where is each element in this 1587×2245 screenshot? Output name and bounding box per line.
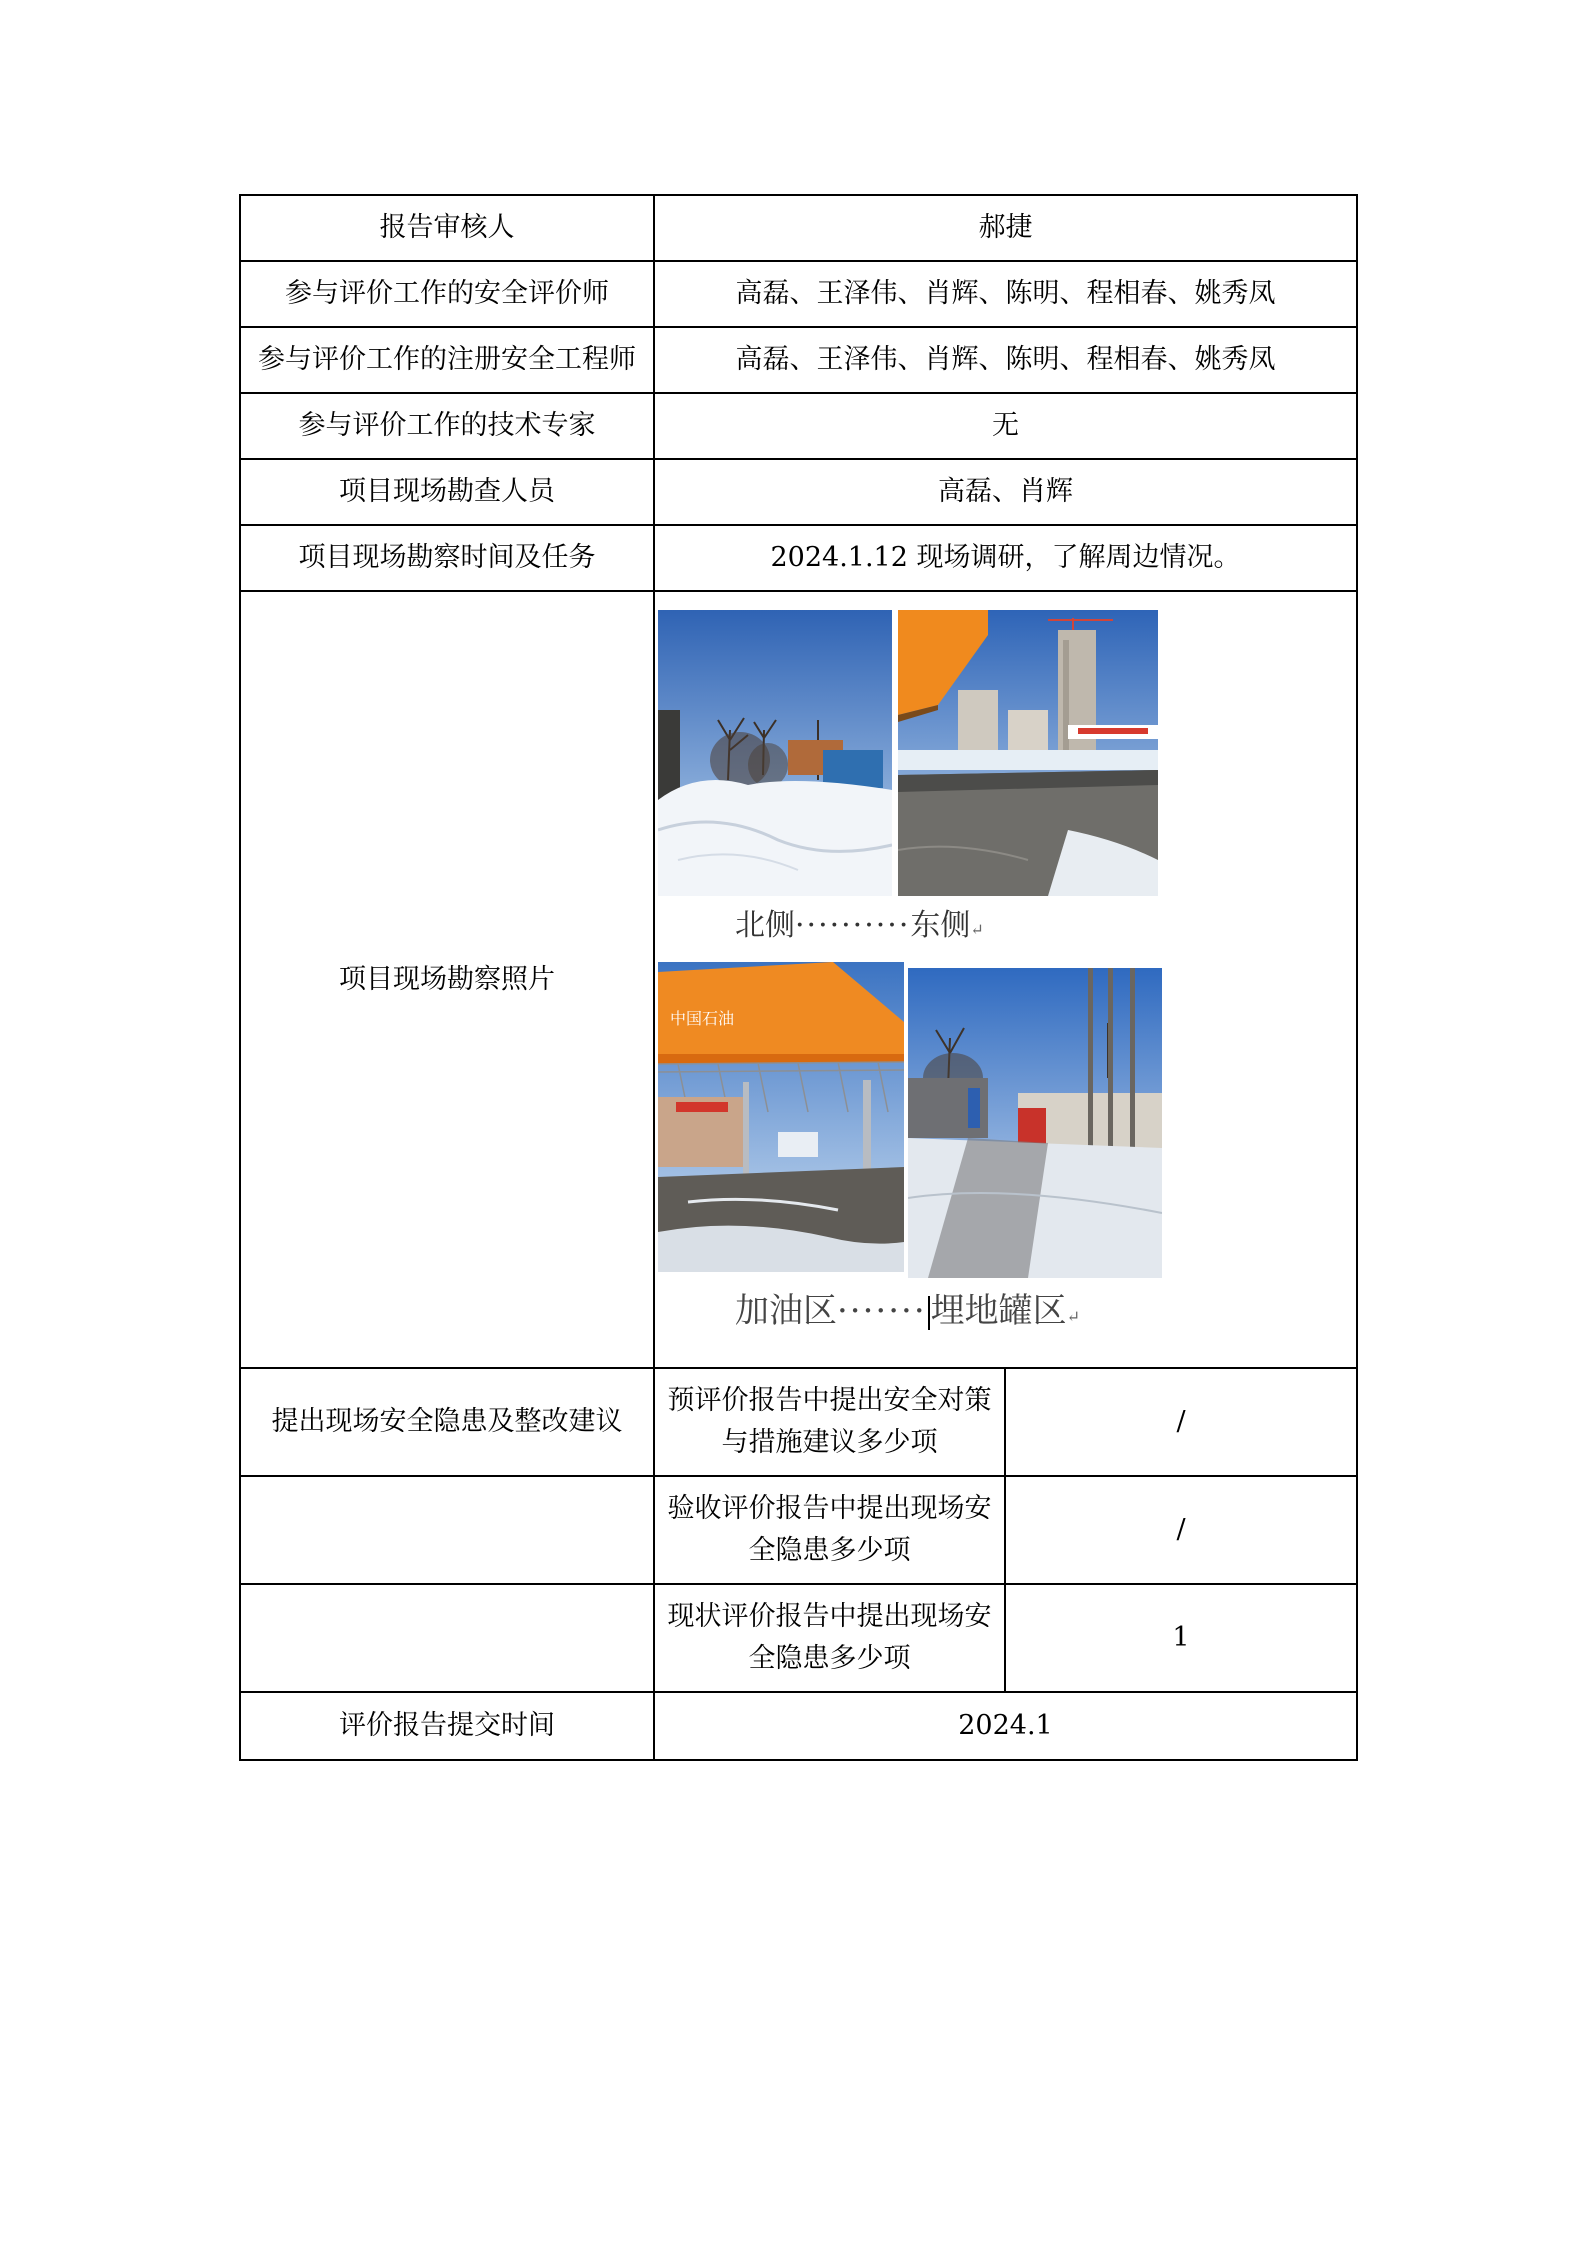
hazard-answer-acceptance: / [1005, 1476, 1357, 1584]
experts-label: 参与评价工作的技术专家 [240, 393, 654, 459]
caption-bottom-dots: ······· [837, 1291, 927, 1331]
photo-north [658, 610, 892, 896]
photo-fuel-area [658, 962, 904, 1272]
caption-top-dots: ·········· [795, 908, 911, 943]
caption-north: 北侧 [735, 908, 795, 943]
engineers-label: 参与评价工作的注册安全工程师 [240, 327, 654, 393]
row-experts [240, 393, 1357, 459]
hazard-question-acceptance: 验收评价报告中提出现场安全隐患多少项 [654, 1476, 1005, 1584]
survey-time-label: 项目现场勘察时间及任务 [240, 525, 654, 591]
hazard-question-pre: 预评价报告中提出安全对策与措施建议多少项 [654, 1368, 1005, 1476]
engineers-value: 高磊、王泽伟、肖辉、陈明、程相春、姚秀凤 [654, 327, 1357, 393]
submit-time-label: 评价报告提交时间 [240, 1692, 654, 1760]
photos-cell [654, 591, 1357, 1368]
row-hazard-pre [240, 1368, 1357, 1476]
row-evaluators [240, 261, 1357, 327]
row-photos [240, 591, 1357, 1368]
evaluators-label: 参与评价工作的安全评价师 [240, 261, 654, 327]
survey-time-value: 2024.1.12 现场调研，了解周边情况。 [654, 525, 1357, 591]
hazard-answer-status: 1 [1005, 1584, 1357, 1692]
row-hazard-status [240, 1584, 1357, 1692]
caption-east: 东侧 [910, 908, 971, 943]
caption-tank-area: 埋地罐区 [930, 1291, 1067, 1331]
gas-station-sign: 中国石油 [670, 1009, 735, 1028]
row-survey-time [240, 525, 1357, 591]
row-reviewer [240, 195, 1357, 261]
surveyors-value: 高磊、肖辉 [654, 459, 1357, 525]
photo-tank-area [908, 968, 1162, 1278]
text-cursor [928, 1296, 930, 1330]
evaluation-info-table [239, 194, 1358, 1761]
return-mark-icon: ↵ [970, 920, 984, 939]
photos-label-text: 项目现场勘察照片 [339, 963, 555, 995]
experts-value: 无 [654, 393, 1357, 459]
hazards-label-empty [240, 1476, 654, 1584]
row-submit-time [240, 1692, 1357, 1760]
hazards-label: 提出现场安全隐患及整改建议 [240, 1368, 654, 1476]
caption-fuel-area: 加油区 [735, 1291, 837, 1331]
photo-east [898, 610, 1158, 896]
hazard-answer-pre: / [1005, 1368, 1357, 1476]
hazard-question-status: 现状评价报告中提出现场安全隐患多少项 [654, 1584, 1005, 1692]
hazards-label-empty [240, 1584, 654, 1692]
return-mark-icon: ↵ [1066, 1307, 1081, 1326]
photos-container [655, 592, 1355, 1367]
row-hazard-acceptance [240, 1476, 1357, 1584]
row-surveyors [240, 459, 1357, 525]
caption-top [735, 905, 984, 951]
photos-label [240, 591, 654, 1368]
submit-time-value: 2024.1 [654, 1692, 1357, 1760]
evaluators-value: 高磊、王泽伟、肖辉、陈明、程相春、姚秀凤 [654, 261, 1357, 327]
surveyors-label: 项目现场勘查人员 [240, 459, 654, 525]
reviewer-label: 报告审核人 [240, 195, 654, 261]
row-engineers [240, 327, 1357, 393]
caption-bottom [735, 1290, 1080, 1338]
reviewer-value: 郝捷 [654, 195, 1357, 261]
